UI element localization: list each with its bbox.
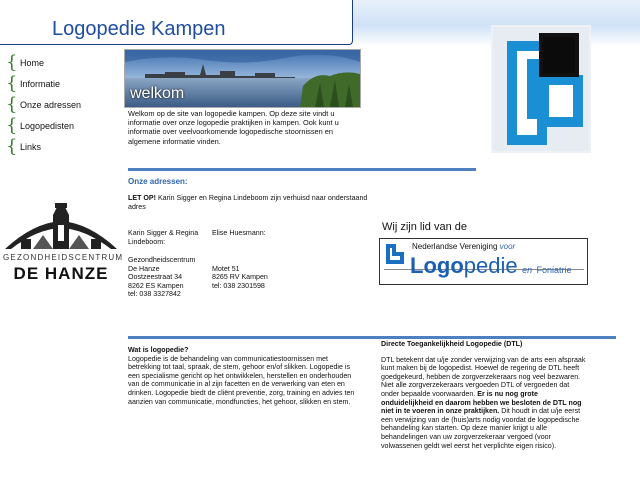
hanze-logo-line1: GEZONDHEIDSCENTRUM bbox=[3, 253, 124, 262]
nav-item-onze-adressen[interactable] bbox=[6, 94, 81, 115]
hero-caption: welkom bbox=[130, 85, 185, 102]
address-line: Gezondheidscentrum bbox=[128, 256, 196, 264]
address-line: De Hanze bbox=[128, 264, 160, 273]
hanze-logo-line2: DE HANZE bbox=[13, 264, 109, 283]
logopedie-logo bbox=[487, 23, 595, 155]
dtl-text bbox=[381, 356, 589, 451]
nvlf-wordmark bbox=[410, 253, 572, 279]
brace-icon: { bbox=[6, 114, 18, 136]
nvlf-logo[interactable] bbox=[379, 238, 588, 285]
nvlf-mark-icon bbox=[384, 242, 406, 268]
logopedie-heading: Wat is logopedie? bbox=[128, 346, 189, 354]
address-col-1 bbox=[128, 256, 195, 299]
logopedie-logo-icon bbox=[487, 23, 595, 155]
nav-item-label[interactable]: Links bbox=[20, 141, 42, 152]
brace-icon: { bbox=[6, 135, 18, 157]
logopedie-text: Logopedie is de behandeling van communicatiestoornissen met betrekking tot taal, spraak, de stem, gehoor en/of slikken. Logopedie is een specialisme gericht op het ontwikkelen, herstellen en onderhouden van de communicatie in al zijn facetten en de verwerking van eten en drinken. Logopedie biedt de cliënt preventie, zorg, training en advies ten aanzien van communicatie, mondfuncties, het gehoor, slikken en stem. bbox=[128, 354, 355, 406]
nav-item-logopedisten[interactable] bbox=[6, 115, 81, 136]
nvlf-org-voor: voor bbox=[499, 242, 516, 251]
address-line: Oostzeestraat 34 bbox=[128, 273, 183, 282]
address-line: tel: 038 3327842 bbox=[128, 290, 181, 299]
address-line: tel: 038 2301598 bbox=[212, 281, 265, 290]
hero-image bbox=[124, 49, 361, 108]
nav-item-label[interactable]: Informatie bbox=[20, 78, 61, 89]
main-nav bbox=[6, 52, 81, 157]
membership-label: Wij zijn lid van de bbox=[382, 221, 467, 233]
nvlf-wordmark-a: Logo bbox=[410, 253, 464, 278]
address-line: 8262 ES Kampen bbox=[128, 281, 184, 290]
brace-icon: { bbox=[6, 51, 18, 73]
nav-item-links[interactable] bbox=[6, 136, 81, 157]
nav-item-label[interactable]: Logopedisten bbox=[20, 120, 75, 131]
dtl-section bbox=[381, 340, 589, 450]
addresses-title: Onze adressen: bbox=[128, 177, 188, 186]
nav-item-informatie[interactable] bbox=[6, 73, 81, 94]
nvlf-org-line bbox=[412, 242, 515, 251]
brace-icon: { bbox=[6, 72, 18, 94]
move-notice bbox=[128, 194, 368, 211]
nav-item-label[interactable]: Onze adressen bbox=[20, 99, 82, 110]
notice-bold: LET OP! bbox=[128, 194, 156, 202]
hanze-logo bbox=[3, 203, 124, 287]
address-col-2-heading: Elise Huesmann: bbox=[212, 229, 266, 237]
dtl-text-a: DTL betekent dat u/je zonder verwijzing van de arts een afspraak kunt maken bij de logopedist. Hoewel de regering de DTL heeft goedgekeurd, hebben de zorgverzekeraars nog veel bezwaren. Niet alle zorgverzekeraars vergoeden DTL of vergoeden dat onder bepaalde voorwaarden. bbox=[381, 355, 586, 398]
address-line: Motet 51 bbox=[212, 264, 240, 273]
address-line: 8265 RV Kampen bbox=[212, 273, 268, 282]
address-col-2 bbox=[212, 265, 268, 291]
logopedie-info bbox=[128, 346, 356, 406]
brace-icon: { bbox=[6, 93, 18, 115]
dtl-heading: Directe Toegankelijkheid Logopedie (DTL) bbox=[381, 340, 523, 348]
nvlf-org-name: Nederlandse Vereniging bbox=[412, 242, 498, 251]
notice-text: Karin Sigger en Regina Lindeboom zijn verhuisd naar onderstaand adres bbox=[128, 194, 368, 211]
dtl-text-b: Dit houdt in dat u/je eerst een verwijzing van de (huis)arts nodig voordat de logopedische behandeling kan starten. Op deze manier krijgt u alle behandelingen van uw zorgverzekeraar vergoed (voor volwassenen geldt wel eerst het verplichte eigen risico). bbox=[381, 407, 581, 450]
nvlf-wordmark-b: pedie bbox=[463, 253, 518, 278]
welcome-text: Welkom op de site van logopedie kampen. Op deze site vindt u informatie over onze logopedie praktijken in kampen. Ook kunt u informatie over veelvoorkomende logopedische stoornissen en algemene informatie vinden. bbox=[128, 109, 339, 146]
nav-item-label[interactable]: Home bbox=[20, 57, 45, 68]
section-divider bbox=[128, 168, 476, 171]
section-divider bbox=[128, 336, 616, 339]
dtl-text-bold: Er is nu nog grote onduidelijkheid en daarom hebben we besloten de DTL nog niet in te voeren in onze praktijken. bbox=[381, 389, 582, 416]
nvlf-wordmark-en: en bbox=[522, 265, 533, 275]
address-col-1-heading: Karin Sigger & Regina Lindeboom: bbox=[128, 229, 199, 246]
nav-item-home[interactable] bbox=[6, 52, 81, 73]
nvlf-wordmark-tail: Foniatrie bbox=[536, 265, 572, 275]
site-title: Logopedie Kampen bbox=[52, 18, 226, 40]
